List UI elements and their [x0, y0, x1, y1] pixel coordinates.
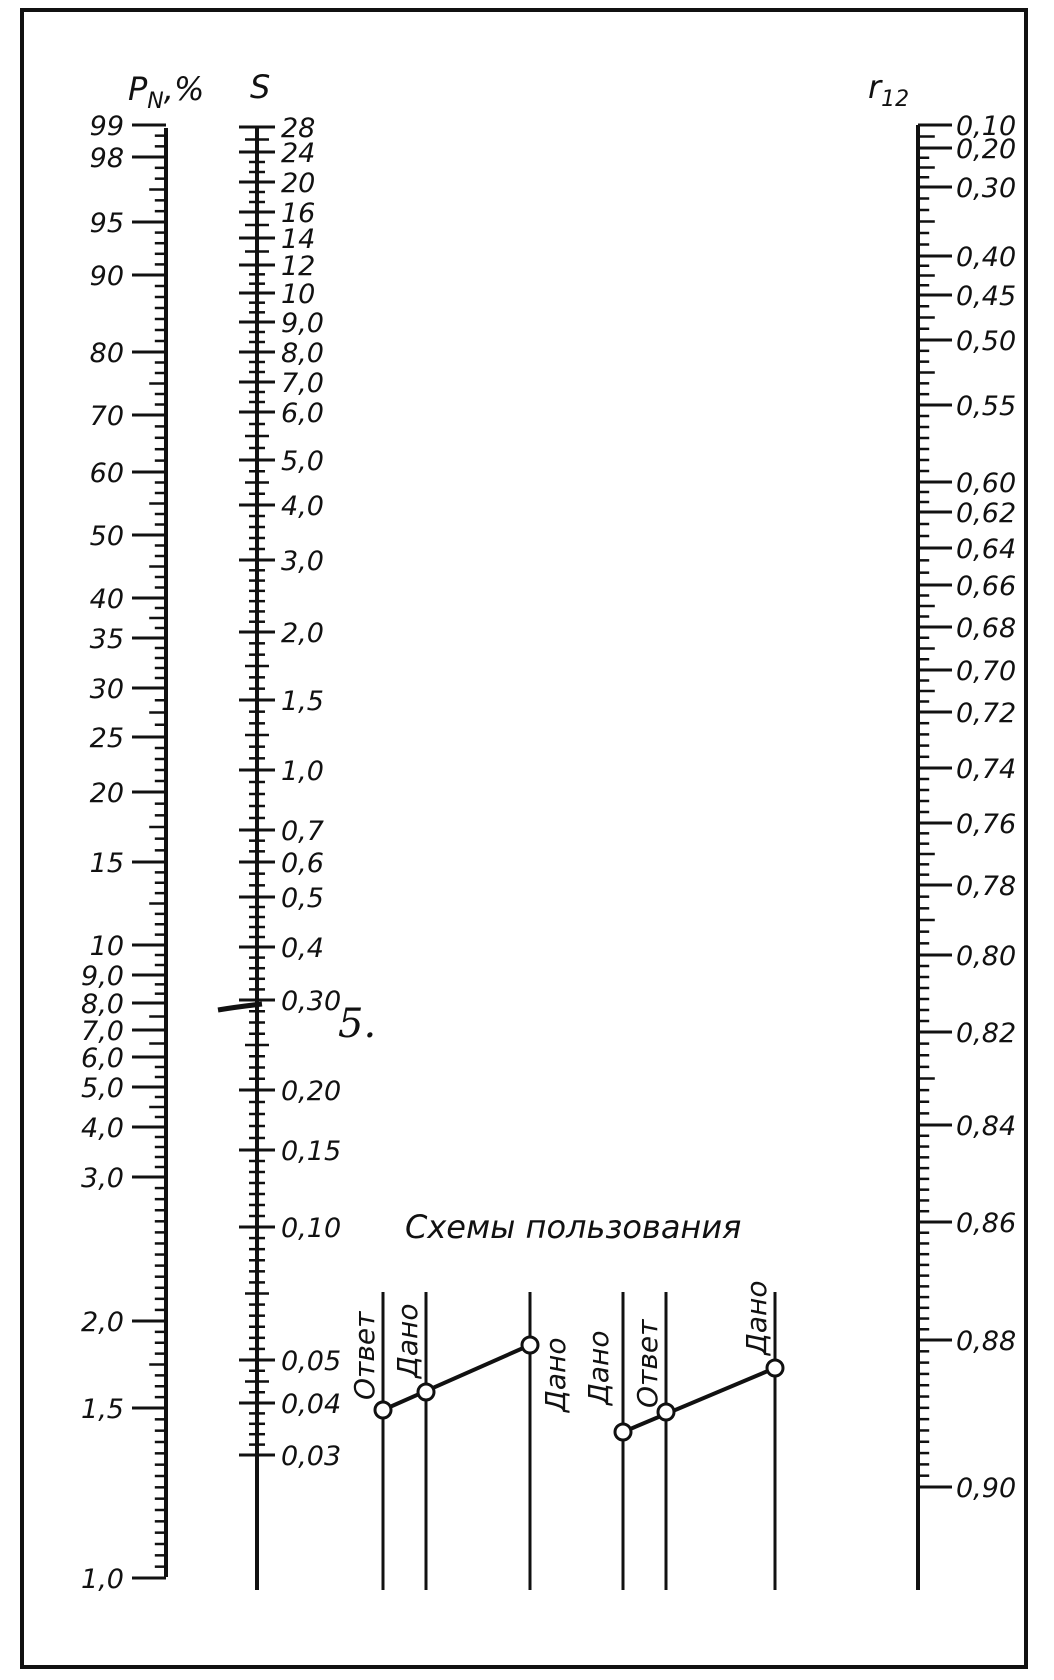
- r12-tick-label: 0,20: [956, 134, 1017, 165]
- r12-tick-label: 0,62: [956, 498, 1017, 529]
- r12-ticks: [918, 111, 1016, 1504]
- pn-ticks: [81, 111, 166, 1595]
- r12-tick-label: 0,70: [956, 656, 1017, 687]
- r12-tick-label: 0,78: [956, 871, 1017, 902]
- pn-tick-label: 1,0: [81, 1564, 124, 1595]
- pn-tick-label: 7,0: [81, 1016, 124, 1047]
- s-tick-label: 0,05: [281, 1346, 342, 1377]
- r12-tick-label: 0,64: [956, 534, 1017, 565]
- s-tick-label: 14: [281, 224, 316, 255]
- pn-tick-label: 2,0: [81, 1307, 124, 1338]
- s-tick-label: 0,10: [281, 1213, 342, 1244]
- r12-tick-label: 0,82: [956, 1018, 1017, 1049]
- r12-tick-label: 0,66: [956, 571, 1017, 602]
- r12-tick-label: 0,50: [956, 326, 1017, 357]
- s-tick-label: 12: [281, 251, 316, 282]
- s-tick-label: 16: [281, 198, 316, 229]
- s-tick-label: 1,5: [281, 686, 324, 717]
- pn-tick-label: 98: [89, 143, 124, 174]
- r12-tick-label: 0,30: [956, 173, 1017, 204]
- pn-tick-label: 30: [89, 674, 124, 705]
- usage-scheme-1: [348, 1292, 572, 1590]
- usage-schemes: [348, 1208, 783, 1590]
- r12-tick-label: 0,90: [956, 1473, 1017, 1504]
- pn-tick-label: 25: [89, 723, 124, 754]
- pn-tick-label: 35: [89, 624, 124, 655]
- s-tick-label: 0,20: [281, 1076, 342, 1107]
- pn-tick-label: 60: [89, 458, 124, 489]
- s-ticks: [239, 113, 341, 1472]
- r12-tick-label: 0,80: [956, 941, 1017, 972]
- s-tick-label: 0,5: [281, 883, 324, 914]
- r12-axis-title: $r_{12}$: [868, 68, 910, 112]
- s-tick-label: 1,0: [281, 756, 324, 787]
- outer-frame: [22, 10, 1026, 1667]
- pn-tick-label: 1,5: [81, 1394, 124, 1425]
- pn-tick-label: 95: [89, 208, 124, 239]
- s-tick-label: 0,04: [281, 1389, 342, 1420]
- scheme2-label-given-2: Дано: [740, 1280, 773, 1355]
- r12-scale: [868, 68, 1016, 1590]
- pn-tick-label: 40: [89, 584, 124, 615]
- usage-schemes-title: Схемы пользования: [405, 1208, 742, 1246]
- s-tick-label: 4,0: [281, 491, 324, 522]
- r12-tick-label: 0,55: [956, 391, 1017, 422]
- s-tick-label: 0,6: [281, 848, 324, 879]
- s-tick-label: 9,0: [281, 308, 324, 339]
- pn-tick-label: 50: [89, 521, 124, 552]
- s-axis-title: S: [250, 68, 271, 106]
- pn-tick-label: 3,0: [81, 1163, 124, 1194]
- pn-axis-title: $P_N,\%$: [128, 70, 205, 114]
- scheme2-point-given-2: [767, 1360, 783, 1376]
- scheme1-point-given-2: [522, 1337, 538, 1353]
- s-tick-label: 0,30: [281, 986, 342, 1017]
- s-tick-label: 0,7: [281, 816, 324, 847]
- scheme1-label-answer: Ответ: [348, 1311, 381, 1400]
- pn-tick-label: 9,0: [81, 961, 124, 992]
- s-tick-label: 7,0: [281, 368, 324, 399]
- s-tick-label: 10: [281, 279, 316, 310]
- s-tick-label: 3,0: [281, 546, 324, 577]
- scheme1-point-answer: [375, 1402, 391, 1418]
- pn-tick-label: 90: [89, 261, 124, 292]
- s-tick-label: 0,15: [281, 1136, 342, 1167]
- s-tick-label: 6,0: [281, 398, 324, 429]
- r12-tick-label: 0,74: [956, 754, 1017, 785]
- scheme1-label-given-2: Дано: [539, 1337, 572, 1412]
- r12-tick-label: 0,10: [956, 111, 1017, 142]
- s-tick-label: 24: [281, 138, 316, 169]
- r12-tick-label: 0,72: [956, 698, 1017, 729]
- pn-scale: [81, 70, 204, 1595]
- s-tick-label: 0,03: [281, 1441, 342, 1472]
- r12-tick-label: 0,88: [956, 1326, 1017, 1357]
- s-tick-label: 0,4: [281, 933, 324, 964]
- s-tick-label: 20: [281, 168, 316, 199]
- r12-tick-label: 0,84: [956, 1111, 1017, 1142]
- pn-tick-label: 4,0: [81, 1113, 124, 1144]
- s-tick-label: 8,0: [281, 338, 324, 369]
- r12-tick-label: 0,76: [956, 809, 1017, 840]
- scheme2-label-answer: Ответ: [631, 1319, 664, 1408]
- pn-tick-label: 8,0: [81, 989, 124, 1020]
- pn-tick-label: 99: [89, 111, 124, 142]
- r12-tick-label: 0,60: [956, 468, 1017, 499]
- r12-tick-label: 0,68: [956, 613, 1017, 644]
- r12-tick-label: 0,86: [956, 1208, 1017, 1239]
- s-tick-label: 2,0: [281, 618, 324, 649]
- r12-tick-label: 0,40: [956, 242, 1017, 273]
- s-scale: [239, 68, 341, 1590]
- pn-tick-label: 20: [89, 778, 124, 809]
- s-tick-label: 28: [281, 113, 316, 144]
- pn-tick-label: 10: [89, 931, 124, 962]
- scheme1-point-given-1: [418, 1384, 434, 1400]
- scheme2-point-given-1: [615, 1424, 631, 1440]
- pn-tick-label: 5,0: [81, 1073, 124, 1104]
- pn-tick-label: 80: [89, 338, 124, 369]
- scheme1-label-given-1: Дано: [391, 1303, 424, 1378]
- scheme2-label-given-1: Дано: [582, 1330, 615, 1405]
- pn-tick-label: 15: [89, 848, 124, 879]
- s-tick-label: 5,0: [281, 446, 324, 477]
- pn-tick-label: 6,0: [81, 1043, 124, 1074]
- pn-tick-label: 70: [89, 401, 124, 432]
- usage-scheme-2: [582, 1281, 783, 1590]
- r12-tick-label: 0,45: [956, 281, 1017, 312]
- handwritten-note: 5.: [338, 1001, 377, 1047]
